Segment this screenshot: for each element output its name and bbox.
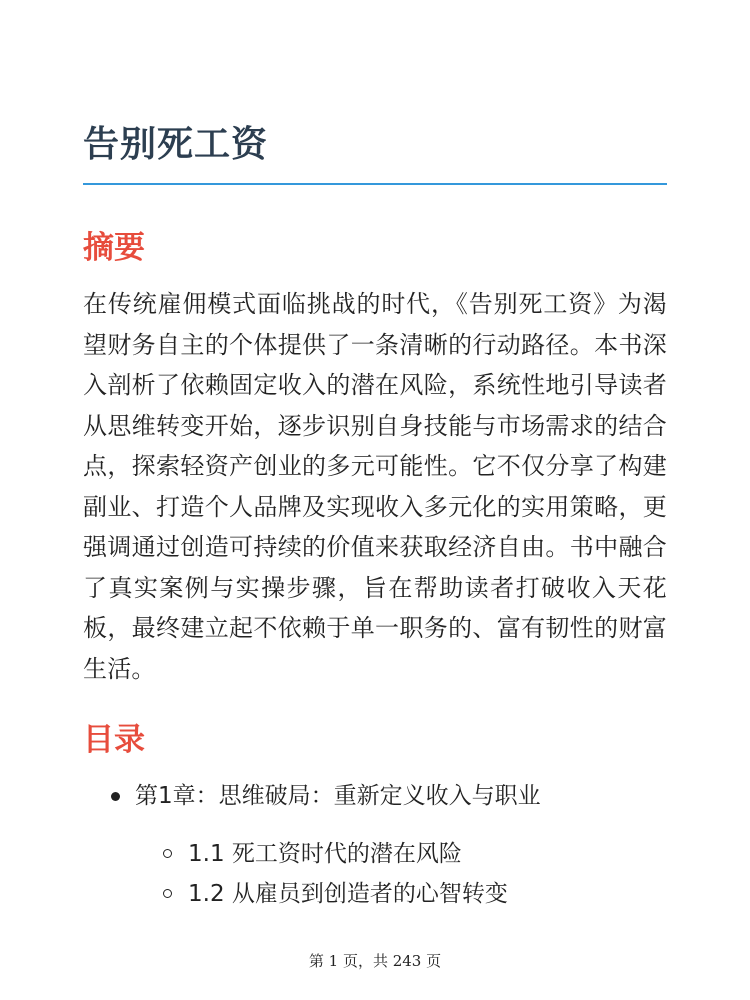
title-divider bbox=[83, 183, 667, 185]
hollow-bullet-icon bbox=[163, 849, 172, 858]
toc-section-1-2[interactable] bbox=[83, 874, 667, 914]
toc-section-label: 1.2 从雇员到创造者的心智转变 bbox=[188, 881, 508, 907]
abstract-heading: 摘要 bbox=[83, 230, 145, 266]
toc-chapter-label: 第1章：思维破局：重新定义收入与职业 bbox=[135, 783, 541, 809]
toc-heading: 目录 bbox=[83, 722, 145, 758]
bullet-icon bbox=[111, 792, 120, 801]
hollow-bullet-icon bbox=[163, 889, 172, 898]
toc-chapter-1[interactable] bbox=[83, 776, 667, 914]
table-of-contents bbox=[83, 776, 667, 914]
toc-section-label: 1.1 死工资时代的潜在风险 bbox=[188, 841, 462, 867]
abstract-paragraph: 在传统雇佣模式面临挑战的时代，《告别死工资》为渴望财务自主的个体提供了一条清晰的行动路径。本书深入剖析了依赖固定收入的潜在风险，系统性地引导读者从思维转变开始，逐步识别自身技能与市场需求的结合点，探索轻资产创业的多元可能性。它不仅分享了构建副业、打造个人品牌及实现收入多元化的实用策略，更强调通过创造可持续的价值来获取经济自由。书中融合了真实案例与实操步骤，旨在帮助读者打破收入天花板，最终建立起不依赖于单一职务的、富有韧性的财富生活。 bbox=[83, 290, 667, 683]
toc-chapter-1-sections bbox=[135, 834, 667, 914]
page-footer: 第 1 页，共 243 页 bbox=[308, 952, 442, 970]
book-title: 告别死工资 bbox=[83, 124, 269, 165]
toc-section-1-1[interactable] bbox=[83, 834, 667, 874]
